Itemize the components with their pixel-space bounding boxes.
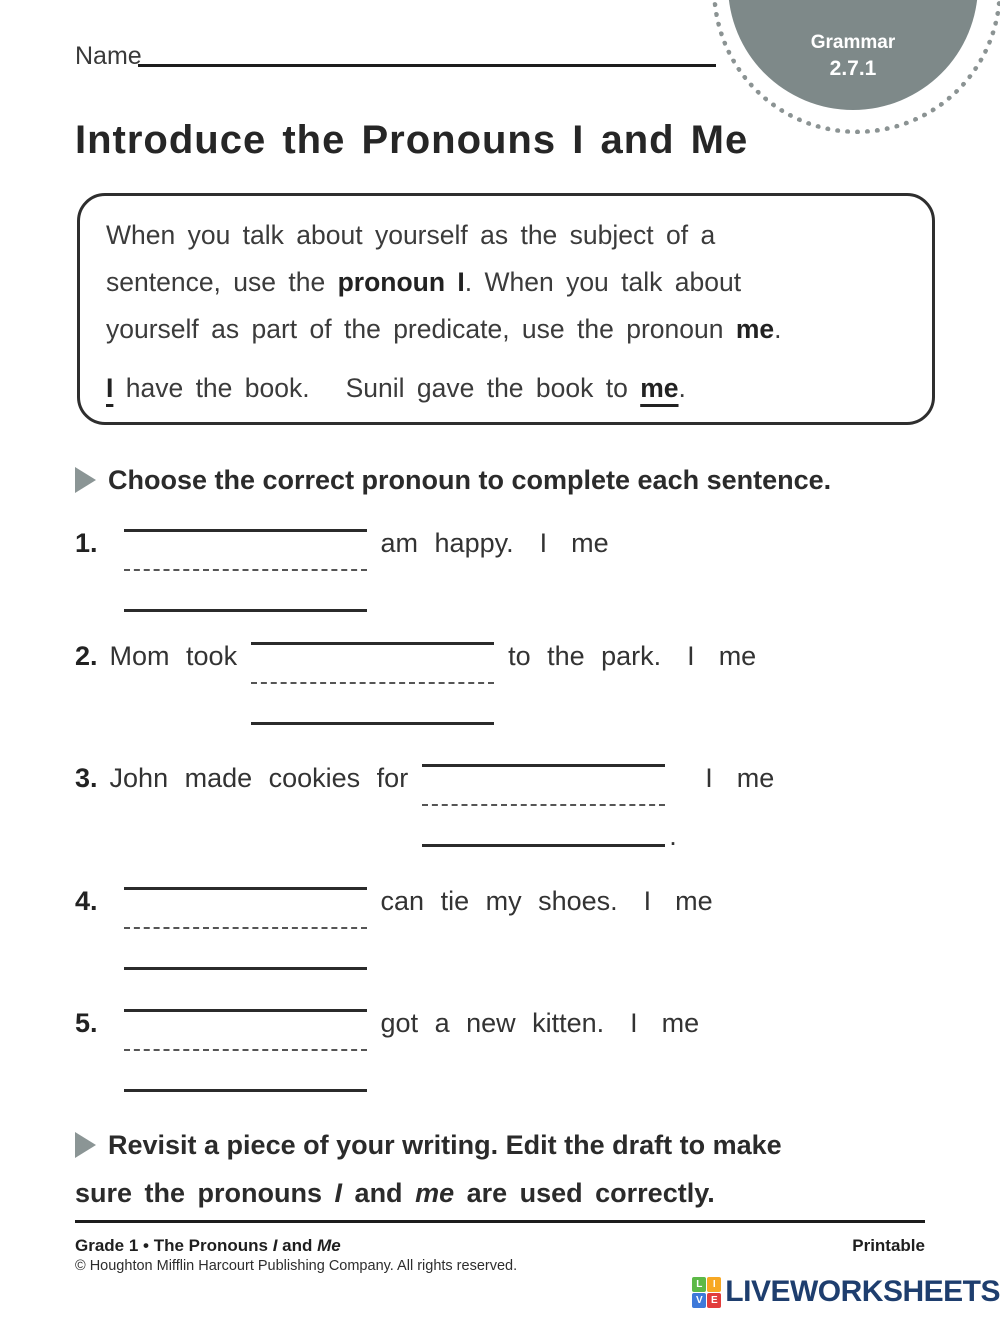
revisit-line-2 [75,1176,927,1210]
revisit-line-2-mid: and [342,1178,416,1208]
answer-blank[interactable] [124,529,367,532]
item-post-text: got a new kitten. [380,1008,605,1038]
item-number: 4. [75,886,98,916]
blank-bottom-line [422,844,665,847]
choice-I[interactable]: I [630,1008,638,1038]
blank-dashed-midline [124,569,367,571]
item-number: 1. [75,528,98,558]
item-number: 3. [75,763,98,793]
liveworksheets-logo[interactable] [692,1275,1000,1309]
logo-wordmark: LIVEWORKSHEETS [725,1275,1000,1308]
logo-square-I: I [707,1277,721,1292]
footer-pronoun-I: I [272,1236,278,1255]
revisit-line-2-pre: sure the pronouns [75,1178,335,1208]
choice-me[interactable]: me [736,763,775,793]
logo-square-L: L [692,1277,706,1292]
revisit-line-2-post: are used correctly. [454,1178,715,1208]
footer-divider [75,1220,925,1223]
item-number: 2. [75,641,98,671]
badge-subject: Grammar [810,32,896,53]
choice-I[interactable]: I [687,641,695,671]
example-pronoun-I: I [106,373,114,403]
page-title: Introduce the Pronouns I and Me [75,118,749,162]
badge-number: 2.7.1 [829,57,877,80]
answer-blank[interactable] [124,1009,367,1012]
name-label: Name [75,42,142,70]
logo-square-V: V [692,1293,706,1308]
footer-pronoun-Me: Me [317,1236,341,1255]
revisit-pronoun-me: me [415,1178,455,1208]
item-post-text: am happy. [380,528,514,558]
rule-line-3-post: . [774,314,782,344]
answer-blank[interactable] [124,887,367,890]
blank-bottom-line [251,722,494,725]
logo-square-E: E [707,1293,721,1308]
answer-blank[interactable] [251,642,494,645]
item-pre-text: John made cookies for [109,763,409,793]
exercise-item-2 [75,639,975,673]
arrow-bullet-icon [75,1132,96,1158]
rule-line-2-post: . When you talk about [464,267,742,297]
rule-line-2-bold: pronoun I [337,267,465,297]
revisit-pronoun-I: I [334,1178,343,1208]
footer-left-pre: Grade 1 • The Pronouns [75,1236,273,1255]
name-input-line[interactable] [138,64,716,67]
rule-line-3-bold: me [735,314,775,344]
exercise-item-4 [75,884,975,918]
sentence-period: . [669,821,677,851]
printable-label: Printable [852,1236,925,1255]
exercise-item-3 [75,761,975,851]
choice-me[interactable]: me [718,641,757,671]
blank-dashed-midline [422,804,665,806]
rule-line-2-pre: sentence, use the [106,267,338,297]
rule-box [77,193,935,425]
item-pre-text: Mom took [109,641,238,671]
example-period: . [678,373,686,403]
rule-line-3 [106,306,912,353]
footer-lesson-title [75,1236,341,1256]
item-post-text: can tie my shoes. [380,886,618,916]
rule-example-line [106,365,912,412]
exercise-item-5 [75,1006,975,1040]
copyright-text: © Houghton Mifflin Harcourt Publishing Company. All rights reserved. [75,1258,518,1274]
example-first-sentence: have the book. [113,373,310,403]
choice-me[interactable]: me [675,886,713,916]
exercise-item-1 [75,526,975,560]
rule-line-2 [106,259,912,306]
blank-bottom-line [124,967,367,970]
rule-line-3-pre: yourself as part of the predicate, use the pronoun [106,314,736,344]
blank-dashed-midline [124,927,367,929]
arrow-bullet-icon [75,467,96,493]
blank-bottom-line [124,609,367,612]
choice-me[interactable]: me [661,1008,700,1038]
item-post-text: to the park. [508,641,662,671]
revisit-line-1: Revisit a piece of your writing. Edit the draft to make [108,1130,782,1160]
blank-bottom-line [124,1089,367,1092]
choice-I[interactable]: I [539,528,548,558]
choice-I[interactable]: I [705,763,713,793]
answer-blank[interactable] [422,764,677,851]
liveworksheets-grid-icon [692,1277,721,1308]
choice-me[interactable]: me [571,528,609,558]
choice-I[interactable]: I [643,886,652,916]
directions-row [75,463,927,497]
rule-line-1: When you talk about yourself as the subject of a [106,220,716,250]
directions-text: Choose the correct pronoun to complete each sentence. [108,465,832,495]
item-number: 5. [75,1008,98,1038]
blank-dashed-midline [124,1049,367,1051]
lesson-badge [753,31,953,82]
blank-dashed-midline [251,682,494,684]
footer-left-mid: and [277,1236,318,1255]
example-second-sentence: Sunil gave the book to [345,373,641,403]
revisit-row [75,1128,927,1162]
example-pronoun-me: me [640,373,679,403]
